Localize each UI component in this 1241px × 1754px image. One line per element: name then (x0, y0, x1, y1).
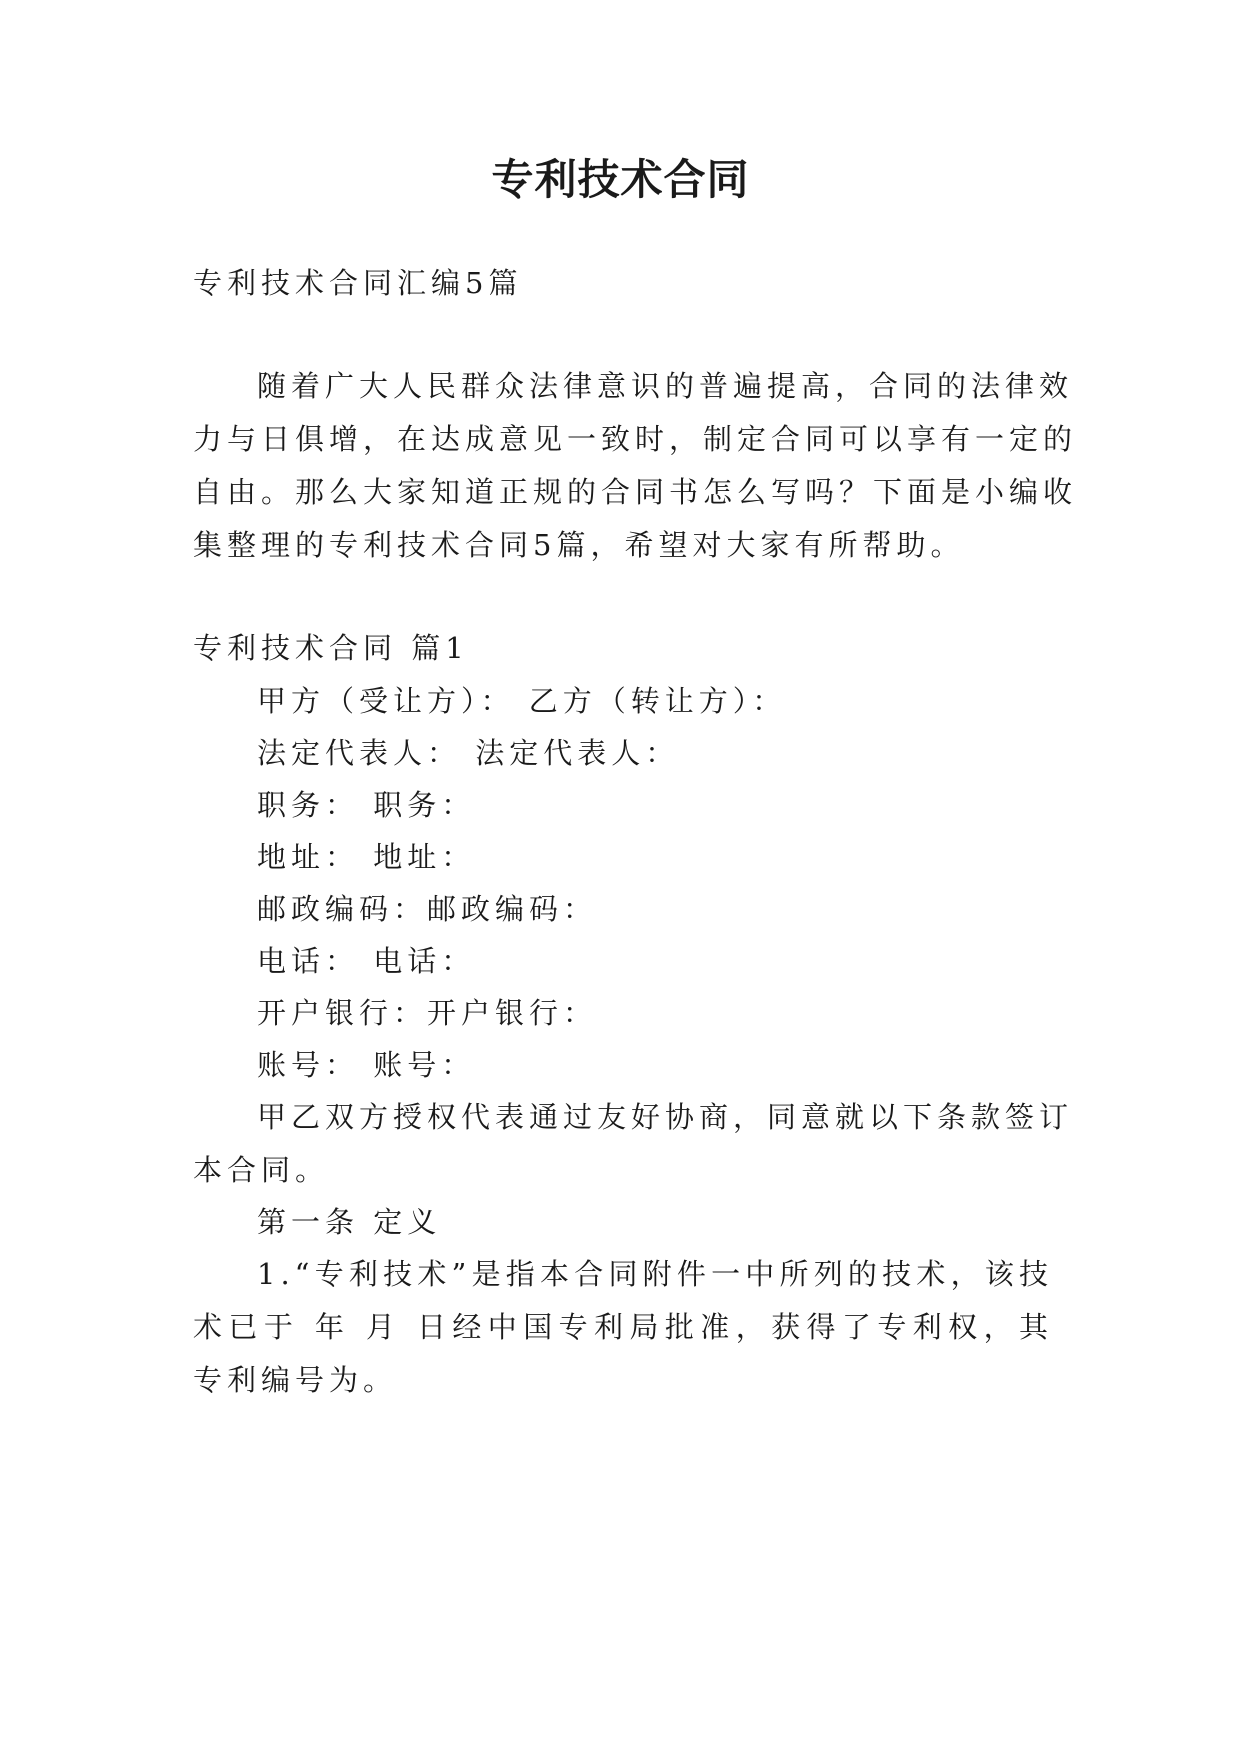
party-field: 电话： 电话： (257, 944, 476, 978)
section-heading: 专利技术合同 篇1 (193, 631, 469, 665)
intro-line: 随着广大人民群众法律意识的普遍提高，合同的法律效 (257, 369, 1074, 403)
definition-line: 术已于 年 月 日经中国专利局批准，获得了专利权，其 (193, 1310, 1053, 1344)
party-field: 地址： 地址： (257, 840, 476, 874)
party-field: 法定代表人： 法定代表人： (257, 736, 680, 770)
party-field: 邮政编码：邮政编码： (257, 892, 598, 926)
article-heading: 第一条 定义 (257, 1205, 442, 1239)
definition-line: 专利编号为。 (193, 1363, 398, 1397)
intro-line: 集整理的专利技术合同5篇，希望对大家有所帮助。 (193, 528, 965, 562)
intro-line: 力与日俱增，在达成意见一致时，制定合同可以享有一定的 (193, 422, 1078, 456)
document-subtitle: 专利技术合同汇编5篇 (193, 266, 523, 300)
party-field: 职务： 职务： (257, 788, 476, 822)
agreement-line: 本合同。 (193, 1153, 330, 1187)
party-field: 开户银行：开户银行： (257, 996, 598, 1030)
agreement-line: 甲乙双方授权代表通过友好协商，同意就以下条款签订 (257, 1100, 1074, 1134)
party-field: 账号： 账号： (257, 1048, 476, 1082)
party-field: 甲方（受让方）： 乙方（转让方）： (257, 684, 787, 718)
document-title: 专利技术合同 (491, 155, 750, 204)
definition-line: 1.“专利技术”是指本合同附件一中所列的技术，该技 (257, 1257, 1053, 1291)
intro-line: 自由。那么大家知道正规的合同书怎么写吗？下面是小编收 (193, 475, 1078, 509)
